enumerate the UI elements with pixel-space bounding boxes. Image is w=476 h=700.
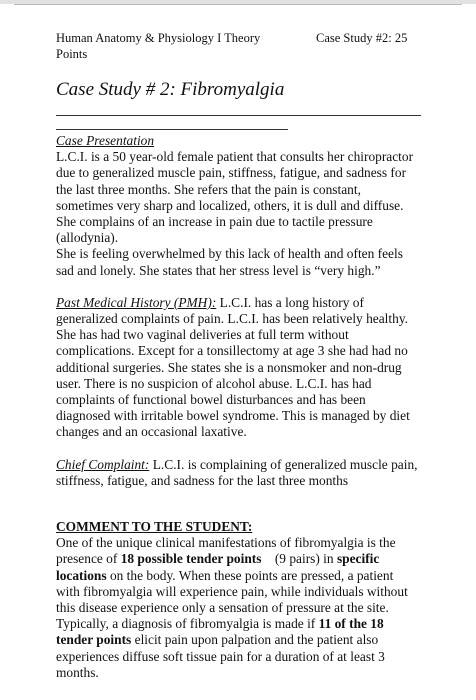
case-presentation-label: Case Presentation — [56, 133, 155, 148]
pmh-section — [56, 295, 420, 441]
spacer — [56, 441, 420, 457]
document-body — [56, 133, 420, 681]
case-presentation-para1: L.C.I. is a 50 year-old female patient that consults her chiropractor due to generalized muscle pain, stiffness, fatigue, and sadness for the last three months. She refers that the pain is constant, sometimes very sharp and localized, others, it is dull and diffuse. She complains of an increase in pain due to tactile pressure (allodynia). — [56, 149, 414, 246]
comment-section — [56, 519, 420, 681]
divider-short — [56, 129, 288, 130]
course-title — [56, 30, 306, 62]
pmh-text: L.C.I. has a long history of generalized complaints of pain. L.C.I. has been relatively healthy. She has had two vaginal deliveries at full term without complications. Except for a tonsillectomy at age 3 she had had no additional surgeries. She states she is a nonsmoker and non-drug user. There is no suspicion of alcohol abuse. L.C.I. has had complaints of functional bowel disturbances and has been diagnosed with irritable bowel syndrome. This is managed by diet changes and an occasional laxative. — [56, 294, 410, 440]
comment-heading: COMMENT TO THE STUDENT: — [56, 519, 253, 535]
course-title-line1: Human Anatomy & Physiology I Theory — [56, 31, 261, 45]
case-study-points: Case Study #2: 25 — [316, 31, 408, 45]
chief-complaint-text: L.C.I. is complaining of generalized muscle pain, stiffness, fatigue, and sadness for the last three months — [56, 456, 418, 488]
pmh-label: Past Medical History (PMH): — [56, 294, 217, 310]
comment-text-4: elicit pain upon palpation and the patient also experiences diffuse soft tissue pain for a duration of at least 3 months. — [56, 632, 385, 680]
comment-text-2: (9 pairs) in — [261, 551, 337, 567]
comment-bold-eleven-of-eighteen: 11 of the 18 tender points — [56, 616, 384, 648]
comment-text-1: One of the unique clinical manifestations of fibromyalgia is the presence of — [56, 535, 396, 567]
top-border-line — [14, 4, 462, 5]
spacer — [56, 489, 420, 519]
comment-bold-specific-locations: specific locations — [56, 551, 380, 583]
comment-bold-tender-points: 18 possible tender points — [120, 551, 262, 567]
case-presentation-para2: She is feeling overwhelmed by this lack of health and often feels sad and lonely. She states that her stress level is “very high.” — [56, 246, 403, 278]
chief-complaint-section — [56, 457, 420, 489]
divider-long — [56, 115, 421, 116]
chief-complaint-label: Chief Complaint: — [56, 456, 150, 472]
course-title-line2: Points — [56, 47, 88, 61]
case-presentation-section — [56, 133, 420, 279]
page-title: Case Study # 2: Fibromyalgia — [56, 79, 285, 100]
spacer — [56, 279, 420, 295]
comment-text-3: on the body. When these points are pressed, a patient with fibromyalgia will experience pain, while individuals without this disease experience only a sensation of pressure at the site. Typically, a diagnosis of fibromyalgia is made if — [56, 567, 408, 632]
